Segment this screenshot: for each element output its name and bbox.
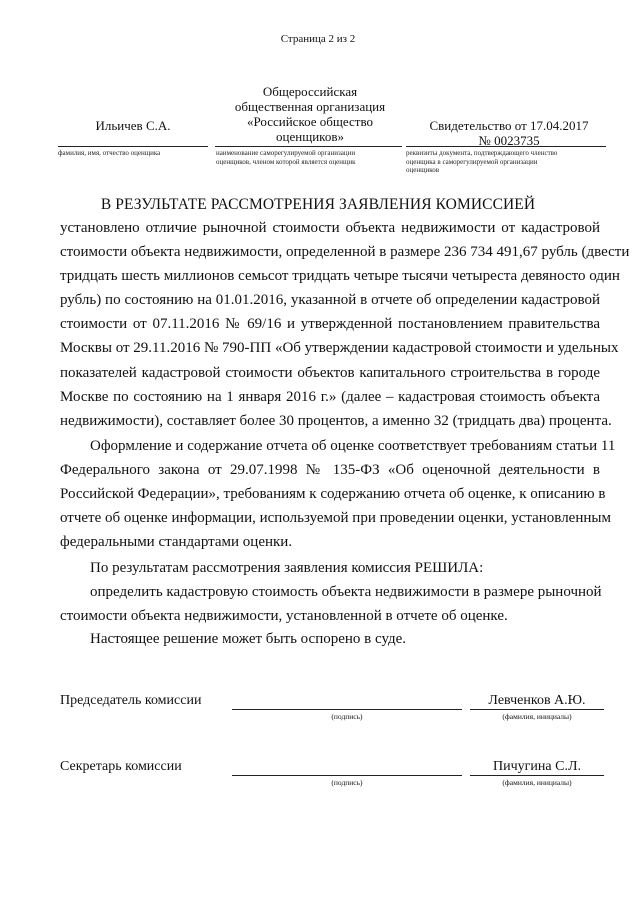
certificate-caption-line: оценщиков [406,166,440,174]
org-line: оценщиков» [276,129,344,144]
text-line: недвижимости), составляет более 30 процентов, а именно 32 (тридцать два) процента. [60,412,612,429]
paragraph-2 [60,434,616,554]
paragraph-4 [60,580,600,628]
paragraph-5: Настоящее решение может быть оспорено в суде. [90,631,407,647]
section-heading: В РЕЗУЛЬТАТЕ РАССМОТРЕНИЯ ЗАЯВЛЕНИЯ КОМИССИЕЙ [100,196,536,213]
certificate-underline [406,146,606,147]
chair-name-line [470,709,604,710]
text-line: установлено отличие рыночной стоимости объекта недвижимости от кадастровой [60,220,600,236]
secretary-name-line [470,775,604,776]
secretary-label: Секретарь комиссии [60,759,182,774]
appraiser-underline [58,146,208,147]
text-line: стоимости от 07.11.2016 № 69/16 и утвержденной постановлением правительства [60,316,600,333]
text-line: отчете об оценке информации, используемой при проведении оценки, установленным [60,510,611,527]
text-line: рубль) по состоянию на 01.01.2016, указанной в отчете об определении кадастровой [60,292,600,309]
org-name [222,84,398,144]
text-line: показателей кадастровой стоимости объектов капитального строительства в городе [60,364,600,381]
page-number: Страница 2 из 2 [280,33,356,45]
org-caption [216,149,402,166]
org-line: «Российское общество [246,114,373,129]
secretary-name: Пичугина С.Л. [493,759,581,774]
text-line: стоимости объекта недвижимости, определенной в размере 236 734 491,67 рубль (двести [60,244,630,261]
text-line: Москве по состоянию на 1 января 2016 г.» (далее – кадастровая стоимость объекта [60,388,600,405]
text-line: Москвы от 29.11.2016 № 790-ПП «Об утверждении кадастровой стоимости и удельных [60,340,619,357]
text-line: Российской Федерации», требованиям к содержанию отчета об оценке, к описанию в [60,486,606,503]
chair-signature-caption: (подпись) [331,712,363,721]
chair-label: Председатель комиссии [60,693,202,708]
certificate-caption [406,149,606,175]
appraiser-caption: фамилия, имя, отчество оценщика [58,149,161,157]
certificate-info [412,118,606,148]
text-line: стоимости объекта недвижимости, установленной в отчете об оценке. [60,608,508,625]
certificate-caption-line: реквизиты документа, подтверждающего членство [406,149,558,157]
text-line: определить кадастровую стоимость объекта недвижимости в размере рыночной [90,584,602,600]
chair-name: Левченков А.Ю. [488,693,586,708]
secretary-name-caption: (фамилия, инициалы) [502,778,572,787]
text-line: тридцать шесть миллионов семьсот тридцать четыре тысячи четыреста девяносто один [60,268,620,285]
chair-signature-line [232,709,462,710]
secretary-signature-line [232,775,462,776]
paragraph-1 [60,216,630,433]
org-underline [215,146,402,147]
text-line: Федерального закона от 29.07.1998 № 135-ФЗ «Об оценочной деятельности в [60,462,600,479]
certificate-line: № 0023735 [478,133,540,148]
org-line: общественная организация [234,99,386,114]
certificate-line: Свидетельство от 17.04.2017 [429,118,589,133]
paragraph-3: По результатам рассмотрения заявления комиссия РЕШИЛА: [90,560,484,576]
chair-name-caption: (фамилия, инициалы) [502,712,572,721]
org-line: Общероссийская [262,84,358,99]
text-line: Оформление и содержание отчета об оценке соответствует требованиям статьи 11 [90,438,616,454]
certificate-caption-line: оценщика в саморегулируемой организации [406,157,538,166]
appraiser-name: Ильичев С.А. [95,118,171,133]
org-caption-line: наименование саморегулируемой организации [216,149,356,157]
secretary-signature-caption: (подпись) [331,778,363,787]
text-line: федеральными стандартами оценки. [60,534,293,551]
org-caption-line: оценщиков, членом которой является оценщик [216,157,356,166]
